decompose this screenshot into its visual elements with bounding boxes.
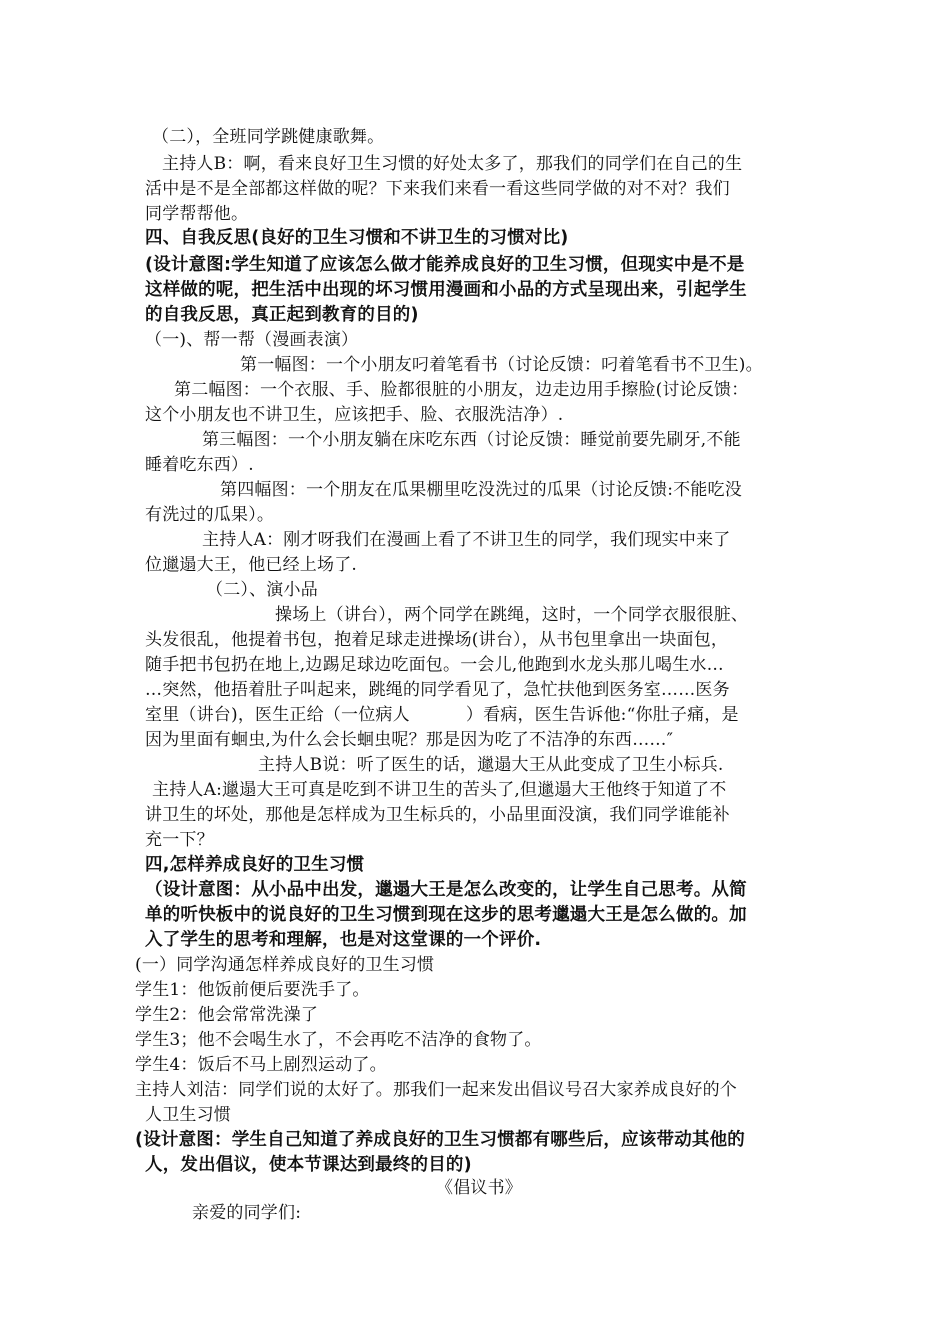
design-note-line: 这样做的呢，把生活中出现的坏习惯用漫画和小品的方式呈现出来，引起学生: [145, 280, 747, 300]
design-note-line: (设计意图：学生自己知道了养成良好的卫生习惯都有哪些后，应该带动其他的: [135, 1130, 745, 1150]
section-heading: 四、自我反思(良好的卫生习惯和不讲卫生的习惯对比): [145, 228, 569, 248]
paragraph-line: 人卫生习惯: [145, 1105, 231, 1125]
paragraph-line: 讲卫生的坏处，那他是怎样成为卫生标兵的，小品里面没演，我们同学谁能补: [145, 805, 730, 825]
paragraph-line: 同学帮帮他。: [145, 204, 249, 224]
paragraph-line: 主持人A:邋遢大王可真是吃到不讲卫生的苦头了,但邋遢大王他终于知道了不: [152, 780, 727, 800]
paragraph-line: （二），全班同学跳健康歌舞。: [152, 127, 385, 147]
proposal-title: 《倡议书》: [436, 1178, 522, 1198]
design-note-line: （设计意图：从小品中出发，邋遢大王是怎么改变的，让学生自己思考。从简: [145, 880, 747, 900]
paragraph-line: 主持人A：刚才呀我们在漫画上看了不讲卫生的同学，我们现实中来了: [202, 530, 731, 550]
list-item: 学生3；他不会喝生水了，不会再吃不洁净的食物了。: [135, 1030, 542, 1050]
paragraph-line: 有洗过的瓜果）。: [145, 505, 275, 525]
paragraph-line: 第一幅图：一个小朋友叼着笔看书（讨论反馈：叼着笔看书不卫生)。: [240, 355, 763, 375]
paragraph-line: 活中是不是全部都这样做的呢？下来我们来看一看这些同学做的对不对？我们: [145, 179, 730, 199]
paragraph-line: 主持人刘洁：同学们说的太好了。那我们一起来发出倡议号召大家养成良好的个: [135, 1080, 737, 1100]
paragraph-line: 主持人B说：听了医生的话，邋遢大王从此变成了卫生小标兵.: [258, 755, 724, 775]
paragraph-line: 室里（讲台)，医生正给（一位病人 ）看病，医生告诉他:“你肚子痛，是: [145, 705, 739, 725]
design-note-line: (设计意图:学生知道了应该怎么做才能养成良好的卫生习惯，但现实中是不是: [145, 255, 745, 275]
subsection-heading: （二）、演小品: [206, 580, 318, 600]
list-item: 学生2：他会常常洗澡了: [135, 1005, 319, 1025]
paragraph-line: 操场上（讲台），两个同学在跳绳，这时，一个同学衣服很脏、: [275, 605, 749, 625]
salutation: 亲爱的同学们:: [192, 1203, 302, 1223]
paragraph-line: 因为里面有蛔虫,为什么会长蛔虫呢？那是因为吃了不洁净的东西……″: [145, 730, 674, 750]
design-note-line: 单的听快板中的说良好的卫生习惯到现在这步的思考邋遢大王是怎么做的。加: [145, 905, 747, 925]
paragraph-line: 第二幅图：一个衣服、手、脸都很脏的小朋友，边走边用手擦脸(讨论反馈：: [174, 380, 749, 400]
subsection-heading: （一)、帮一帮（漫画表演）: [145, 330, 359, 350]
paragraph-line: 第三幅图：一个小朋友躺在床吃东西（讨论反馈：睡觉前要先刷牙,不能: [202, 430, 741, 450]
paragraph-line: 这个小朋友也不讲卫生，应该把手、脸、衣服洗洁净）.: [145, 405, 564, 425]
subsection-heading: (一）同学沟通怎样养成良好的卫生习惯: [135, 955, 435, 975]
paragraph-line: 随手把书包扔在地上,边踢足球边吃面包。一会儿,他跑到水龙头那儿喝生水…: [145, 655, 724, 675]
design-note-line: 人，发出倡议，使本节课达到最终的目的): [145, 1155, 472, 1175]
paragraph-line: 头发很乱，他提着书包，抱着足球走进操场(讲台），从书包里拿出一块面包，: [145, 630, 729, 650]
section-heading: 四,怎样养成良好的卫生习惯: [145, 855, 365, 875]
paragraph-line: …突然，他捂着肚子叫起来，跳绳的同学看见了，急忙扶他到医务室……医务: [145, 680, 730, 700]
paragraph-line: 充一下？: [145, 830, 214, 850]
list-item: 学生1：他饭前便后要洗手了。: [135, 980, 370, 1000]
paragraph-line: 第四幅图：一个朋友在瓜果棚里吃没洗过的瓜果（讨论反馈:不能吃没: [220, 480, 742, 500]
design-note-line: 的自我反思，真正起到教育的目的): [145, 305, 419, 325]
paragraph-line: 位邋遢大王，他已经上场了.: [145, 555, 358, 575]
paragraph-line: 主持人B：啊，看来良好卫生习惯的好处太多了，那我们的同学们在自己的生: [162, 154, 743, 174]
list-item: 学生4：饭后不马上剧烈运动了。: [135, 1055, 387, 1075]
paragraph-line: 睡着吃东西）.: [145, 455, 254, 475]
design-note-line: 入了学生的思考和理解，也是对这堂课的一个评价.: [145, 930, 542, 950]
